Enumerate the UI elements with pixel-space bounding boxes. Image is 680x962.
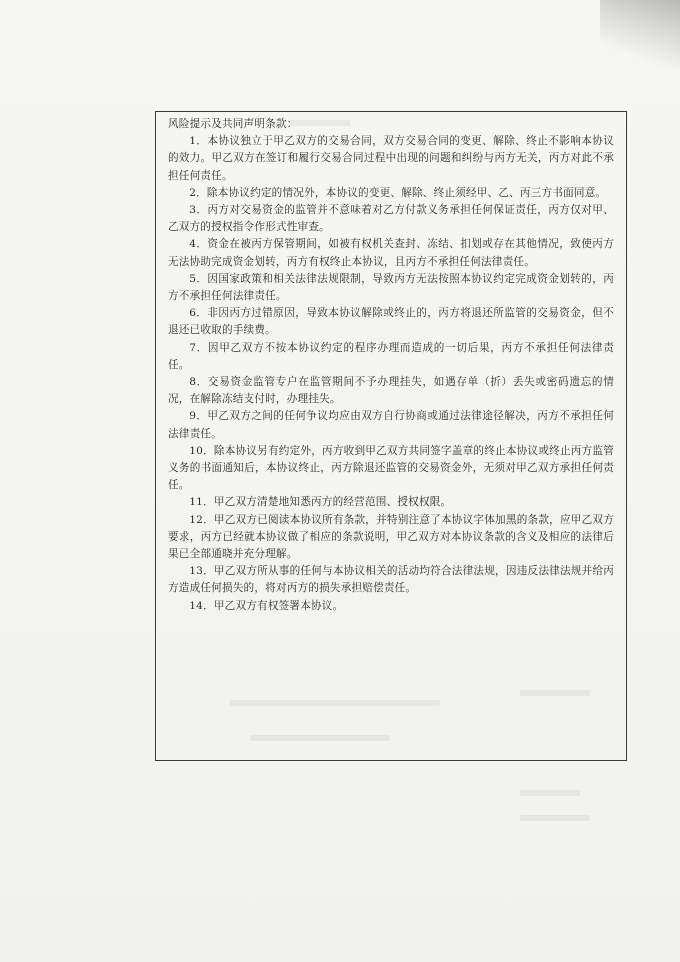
clause-1: 1．本协议独立于甲乙双方的交易合同，双方交易合同的变更、解除、终止不影响本协议的效力。甲乙双方在签订和履行交易合同过程中出现的问题和纠纷与丙方无关，丙方对此不承担任何责任。 <box>168 135 614 182</box>
terms-content <box>168 116 614 615</box>
terms-box <box>155 111 627 761</box>
clause-5: 5．因国家政策和相关法律法规限制，导致丙方无法按照本协议约定完成资金划转的，丙方不承担任何法律责任。 <box>168 272 614 303</box>
clause-14: 14．甲乙双方有权签署本协议。 <box>189 599 344 612</box>
clause-2: 2．除本协议约定的情况外，本协议的变更、解除、终止须经甲、乙、丙三方书面同意。 <box>189 186 607 199</box>
bleed-through-mark <box>520 815 590 821</box>
clause-11: 11．甲乙双方清楚地知悉丙方的经营范围、授权权限。 <box>189 496 452 509</box>
clause-8: 8．交易资金监管专户在监管期间不予办理挂失，如遇存单（折）丢失或密码遗忘的情况，在解除冻结支付时，办理挂失。 <box>168 376 614 406</box>
terms-heading: 风险提示及共同声明条款： <box>168 118 298 130</box>
scan-corner-shadow <box>600 0 680 70</box>
clause-13: 13．甲乙双方所从事的任何与本协议相关的活动均符合法律法规，因违反法律法规并给丙方造成任何损失的，将对丙方的损失承担赔偿责任。 <box>168 565 614 595</box>
bleed-through-mark <box>520 790 580 796</box>
clause-10: 10．除本协议另有约定外，丙方收到甲乙双方共同签字盖章的终止本协议或终止丙方监管义务的书面通知后，本协议终止，丙方除退还监管的交易资金外，无须对甲乙双方承担任何责任。 <box>168 444 614 492</box>
clause-12: 12．甲乙双方已阅读本协议所有条款，并特别注意了本协议字体加黑的条款，应甲乙双方要求，丙方已经就本协议做了相应的条款说明，甲乙双方对本协议条款的含义及相应的法律后果已全部通晓并充分理解。 <box>168 513 614 561</box>
clause-3: 3．丙方对交易资金的监管并不意味着对乙方付款义务承担任何保证责任，丙方仅对甲、乙双方的授权指令作形式性审查。 <box>168 204 614 234</box>
clause-4: 4．资金在被丙方保管期间，如被有权机关查封、冻结、扣划或存在其他情况，致使丙方无法协助完成资金划转，丙方有权终止本协议，且丙方不承担任何法律责任。 <box>168 238 614 268</box>
clause-9: 9．甲乙双方之间的任何争议均应由双方自行协商或通过法律途径解决，丙方不承担任何法律责任。 <box>168 410 614 440</box>
clause-6: 6．非因丙方过错原因，导致本协议解除或终止的，丙方将退还所监管的交易资金，但不退还已收取的手续费。 <box>168 307 614 337</box>
clause-7: 7．因甲乙双方不按本协议约定的程序办理而造成的一切后果，丙方不承担任何法律责任。 <box>168 341 614 371</box>
